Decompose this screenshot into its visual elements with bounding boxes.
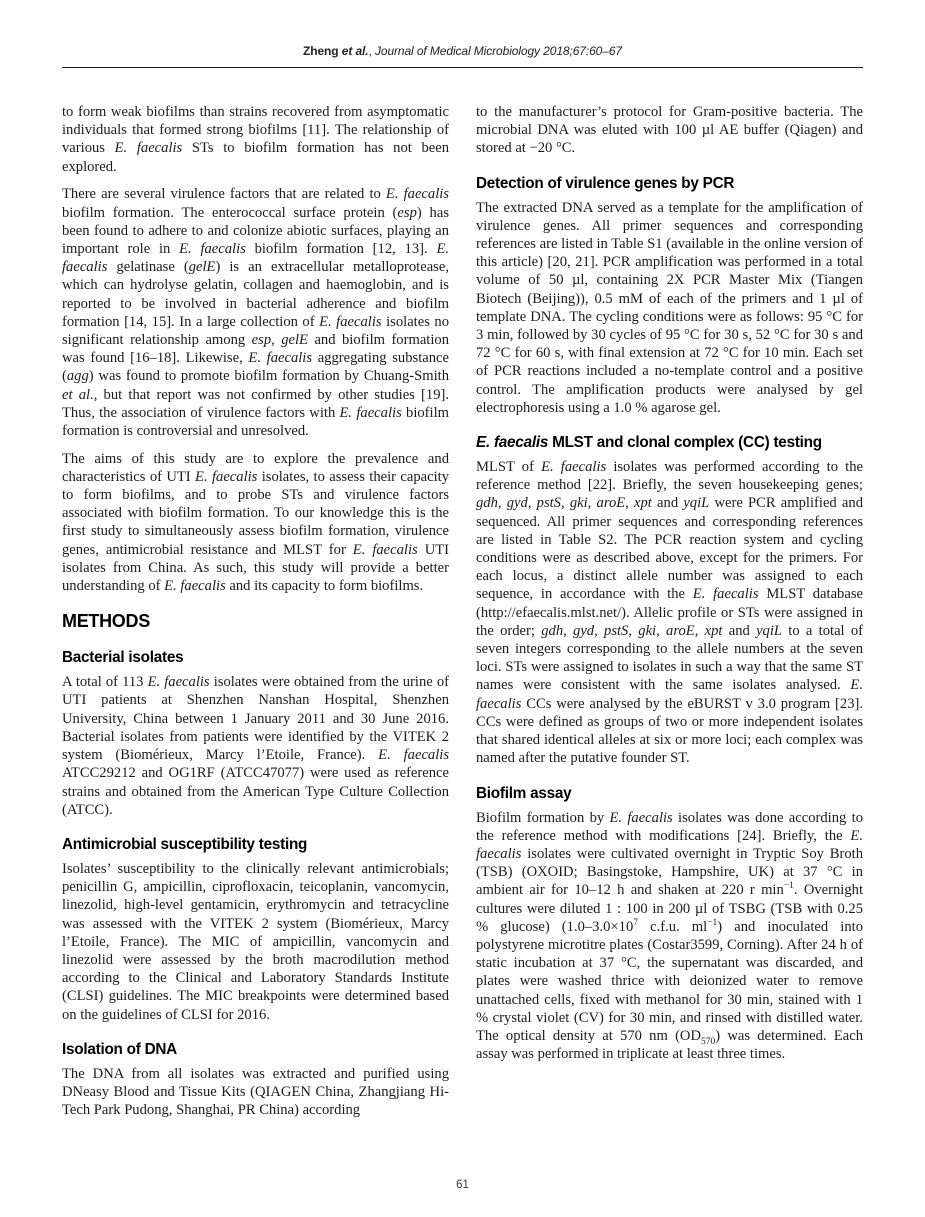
section-heading: [62, 611, 449, 632]
text-run: −1: [783, 881, 794, 892]
text-run: E. faecalis: [476, 434, 549, 452]
paragraph: [62, 860, 449, 1024]
text-run: ,: [625, 495, 635, 512]
text-run: and its capacity to form biofilms.: [225, 578, 424, 595]
text-run: E. faecalis: [147, 674, 210, 691]
text-run: gdh: [476, 495, 498, 512]
text-run: E. faecalis: [541, 459, 607, 476]
text-run: METHODS: [62, 611, 150, 632]
text-run: et al.: [341, 44, 369, 58]
text-run: MLST database (http://efaecalis.mlst.net/). Allelic profile or STs were assigned in the order;: [476, 586, 863, 639]
text-run: biofilm formation. The enterococcal surface protein (: [62, 204, 398, 221]
text-run: xpt: [634, 495, 652, 512]
section-heading: [62, 649, 449, 667]
text-run: A total of 113: [62, 674, 148, 691]
text-run: pstS: [536, 495, 561, 512]
text-run: ) and inoculated into polystyrene microtitre plates (Costar3599, Corning). After 24 h of static incubation at 37 °C, the supernatant was discarded, and plates were washed thrice with deionized water to remove unattached cells, fixed with methanol for 30 min, stained with 1 % crystal violet (CV) for 30 min, and rinsed with distilled water. The optical density at 570 nm (OD: [476, 918, 863, 1044]
text-run: to form weak biofilms than strains recovered from asymptomatic individuals that formed strong biofilms [11]. The relationship of various: [62, 104, 449, 157]
text-run: to the manufacturer’s protocol for Gram-positive bacteria. The microbial DNA was eluted with 100 µl AE buffer (Qiagen) and stored at −20 °C.: [476, 104, 863, 157]
text-run: E. faecalis: [248, 350, 313, 367]
text-run: aroE: [596, 495, 626, 512]
text-run: and: [651, 495, 684, 512]
text-run: gelE: [188, 259, 216, 276]
text-run: E. faecalis: [352, 541, 418, 558]
text-run: Journal of Medical Microbiology: [374, 44, 540, 58]
text-run: Biofilm assay: [476, 784, 572, 802]
text-run: c.f.u. ml: [638, 918, 708, 935]
text-run: E. faecalis: [62, 240, 450, 276]
text-run: E. faecalis: [179, 240, 246, 257]
text-run: ,: [497, 495, 507, 512]
text-run: CCs were analysed by the eBURST v 3.0 program [23]. CCs were defined as groups of two or more independent isolates that shared identical alleles at six or more loci; each complex was named after the putative founder ST.: [476, 695, 863, 767]
text-run: Antimicrobial susceptibility testing: [62, 835, 308, 853]
section-heading: [476, 434, 863, 452]
text-run: Isolates’ susceptibility to the clinically relevant antimicrobials; penicillin G, ampicillin, ciprofloxacin, teicoplanin, vancomycin, linezolid, high-level gentamicin, erythromycin and tetracycline was assessed with the VITEK 2 system (Biomérieux, Marcy l’Etoile, France). The MIC of ampicillin, vancomycin and linezolid were assessed by the broth macrodilution method according to the Clinical and Laboratory Standards Institute (CLSI) guidelines. The MIC breakpoints were determined based on the guidelines of CLSI for 2016.: [62, 860, 449, 1023]
text-run: The extracted DNA served as a template for the amplification of virulence genes. All primer sequences and corresponding references are listed in Table S1 (available in the online version of this article) [20, 21]. PCR amplification was performed in a total volume of 50 µl, containing 2X PCR Master Mix (Tiangen Biotech (Beijing)), 0.5 mM of each of the primers and 1 µl of template DNA. The cycling conditions were as follows: 95 °C for 3 min, followed by 30 cycles of 95 °C for 30 s, 52 °C for 30 s and 72 °C for 60 s, with final extension at 72 °C for 10 min. Each set of PCR reactions included a no-template control and a positive control. The amplification products were analysed by gel electrophoresis using a 1.0 % agarose gel.: [476, 199, 863, 416]
text-run: −1: [707, 917, 718, 928]
text-run: The aims of this study are to explore the prevalence and characteristics of UTI: [62, 450, 449, 485]
text-run: ) is an extracellular metalloprotease, which can hydrolyse gelatin, collagen and haemoglobin, and is reported to be involved in bacterial adherence and biofilm formation [14, 15]. In a large collection of: [62, 259, 449, 330]
paragraph: [62, 673, 449, 819]
text-run: ,: [587, 495, 597, 512]
text-run: pstS: [604, 622, 629, 639]
column-left: [62, 103, 449, 1129]
text-run: aggregating substance (: [62, 350, 449, 385]
paragraph: [62, 185, 449, 440]
text-run: The DNA from all isolates was extracted and purified using DNeasy Blood and Tissue Kits (QIAGEN China, Zhangjiang Hi-Tech Park Pudong, Shanghai, PR China) according: [62, 1065, 449, 1119]
text-run: ) has been found to adhere to and colonize abiotic surfaces, playing an important role in: [62, 204, 449, 257]
text-run: E. faecalis: [195, 468, 258, 485]
text-run: gki: [638, 622, 657, 639]
text-run: isolates were obtained from the urine of UTI patients at Shenzhen Nanshan Hospital, Shenzhen University, China between 1 January 2011 and 30 June 2016. Bacterial isolates from patients were identified by the VITEK 2 system (Biomérieux, Marcy l’Etoile, France).: [62, 674, 449, 764]
text-run: ,: [527, 495, 537, 512]
text-run: ) was found to promote biofilm formation by Chuang-Smith: [88, 368, 449, 385]
text-run: aroE: [666, 622, 695, 639]
text-run: E. faecalis: [476, 827, 863, 862]
paragraph: [476, 809, 863, 1064]
text-run: isolates was done according to the reference method with modifications [24]. Briefly, the: [476, 809, 863, 844]
paragraph: [476, 199, 863, 417]
text-run: E. faecalis: [339, 404, 402, 421]
text-run: ,: [563, 622, 574, 639]
text-run: ) was determined. Each assay was performed in triplicate at least three times.: [476, 1027, 863, 1063]
text-run: 2018;67:60–67: [539, 44, 622, 58]
text-run: yqiL: [756, 622, 783, 639]
text-run: Isolation of DNA: [62, 1040, 177, 1058]
paragraph: [476, 103, 863, 158]
page-number: 61: [456, 1179, 469, 1191]
text-run: E. faecalis: [609, 809, 673, 826]
text-run: ,: [594, 622, 605, 639]
text-run: 7: [633, 917, 639, 928]
paragraph: [476, 458, 863, 767]
text-run: biofilm formation [12, 13].: [245, 240, 437, 257]
text-run: xpt: [704, 622, 723, 639]
two-column-body: [0, 68, 925, 1129]
text-run: gdh: [541, 622, 564, 639]
text-run: There are several virulence factors that are related to: [62, 186, 386, 203]
text-run: isolates was performed according to the reference method [22]. Briefly, the seven housekeeping genes;: [476, 459, 863, 494]
text-run: 570: [701, 1036, 716, 1047]
text-run: biofilm formation is controversial and unresolved.: [62, 404, 449, 439]
column-right: [476, 103, 863, 1129]
text-run: ,: [560, 495, 570, 512]
text-run: UTI isolates from China. As such, this study will provide a better understanding of: [62, 541, 450, 595]
text-run: et al.: [62, 386, 94, 403]
text-run: and biofilm formation was found [16–18]. Likewise,: [62, 331, 449, 367]
section-heading: [62, 836, 449, 854]
text-run: Zheng: [303, 44, 342, 58]
text-run: ,: [656, 622, 667, 639]
paragraph: [62, 1065, 449, 1120]
text-run: esp, gelE: [251, 331, 308, 348]
text-run: , but that report was not confirmed by other studies [19]. Thus, the association of virulence factors with: [62, 386, 449, 421]
text-run: ,: [628, 622, 639, 639]
page-header-citation: [0, 0, 925, 58]
text-run: STs to biofilm formation has not been explored.: [62, 140, 449, 175]
text-run: E. faecalis: [692, 586, 759, 603]
text-run: yqiL: [683, 495, 710, 512]
text-run: MLST of: [476, 459, 542, 476]
paragraph: [62, 450, 449, 596]
text-run: to a total of seven integers corresponding to the allele numbers at the seven loci. STs were assigned to isolates in such a way that the same ST names were consistent with the same isolates analysed.: [476, 622, 864, 694]
text-run: and: [722, 622, 757, 639]
text-run: E. faecalis: [378, 747, 450, 764]
text-run: gyd: [573, 622, 595, 639]
text-run: ,: [368, 44, 375, 58]
text-run: MLST and clonal complex (CC) testing: [548, 434, 822, 452]
text-run: agg: [66, 368, 89, 385]
text-run: Biofilm formation by: [476, 809, 610, 826]
text-run: . Overnight cultures were diluted 1 : 100 in 200 µl of TSBG (TSB with 0.25 % glucose) (1.0–3.0×10: [476, 882, 863, 935]
text-run: isolates were cultivated overnight in Tryptic Soy Broth (TSB) (OXOID; Basingstoke, Hampshire, UK) at 37 °C in ambient air for 10–12 h and shaken at 220 r min: [476, 845, 863, 899]
text-run: E. faecalis: [385, 186, 449, 203]
section-heading: [62, 1041, 449, 1059]
text-run: E. faecalis: [164, 578, 226, 595]
text-run: gki: [569, 495, 588, 512]
section-heading: [476, 175, 863, 193]
text-run: ,: [694, 622, 705, 639]
text-run: esp: [397, 204, 417, 221]
text-run: isolates no significant relationship among: [62, 313, 449, 348]
text-run: Bacterial isolates: [62, 649, 184, 667]
text-run: ATCC29212 and OG1RF (ATCC47077) were used as reference strains and obtained from the American Type Culture Collection (ATCC).: [62, 765, 449, 818]
section-heading: [476, 785, 863, 803]
text-run: E. faecalis: [319, 313, 382, 330]
text-run: were PCR amplified and sequenced. All primer sequences and corresponding references are listed in Table S2. The PCR reaction system and cycling conditions were as described above, except for the primers. For each locus, a distinct allele number was assigned to each sequence, in accordance with the: [476, 495, 863, 603]
paragraph: [62, 103, 449, 176]
text-run: gyd: [506, 495, 528, 512]
text-run: isolates, to assess their capacity to form biofilms, and to probe STs and virulence factors associated with biofilm formation. To our knowledge this is the first study to simultaneously assess biofilm formation, virulence genes, antimicrobial resistance and MLST for: [62, 468, 449, 558]
text-run: gelatinase (: [107, 259, 189, 276]
text-run: E. faecalis: [476, 677, 863, 712]
text-run: Detection of virulence genes by PCR: [476, 174, 735, 192]
text-run: E. faecalis: [114, 140, 183, 157]
